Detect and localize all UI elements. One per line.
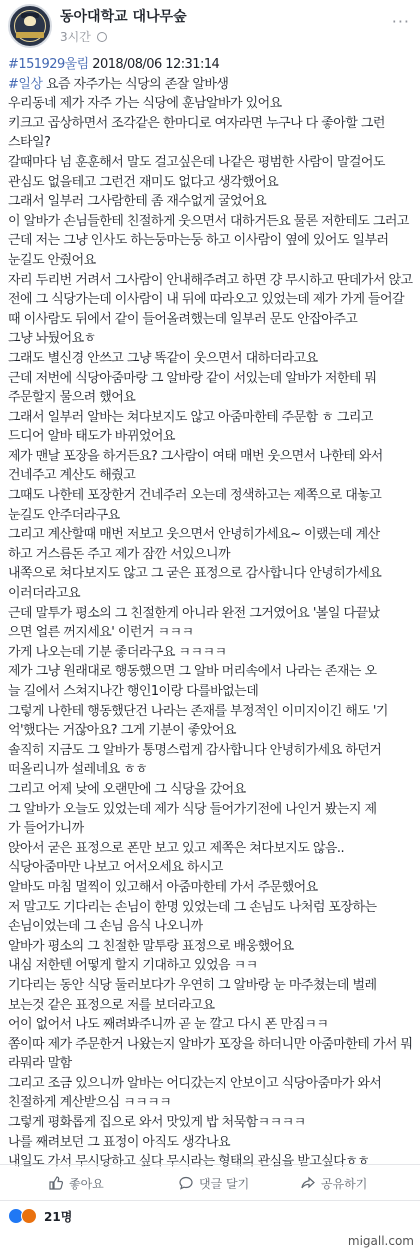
post-line: 알바도 마침 멀찍이 있고해서 아줌마한테 가서 주문했어요 <box>8 879 318 895</box>
post-datetime: 2018/08/06 12:31:14 <box>88 57 220 72</box>
post-line: 제가 맨날 포장을 하거든요? 그사람이 여태 매번 웃으면서 나한테 와서 <box>8 448 383 464</box>
post-line: 내심 저한텐 어떻게 할지 기대하고 있었음 ㅋㅋ <box>8 958 258 974</box>
post-line: 손님이었는데 그 손님 음식 나오니까 <box>8 919 203 935</box>
post-line: 보는것 같은 표정으로 저를 보더라고요 <box>8 997 215 1013</box>
thumbs-up-icon <box>48 1175 64 1191</box>
comment-icon <box>178 1175 194 1191</box>
post-line: 그래서 일부러 알바는 쳐다보지도 않고 아줌마한테 주문함 ㅎ 그리고 <box>8 409 373 425</box>
post-line: 근데 저번에 식당아줌마랑 그 알바랑 같이 서있는데 알바가 저한테 뭐 <box>8 370 377 386</box>
share-icon <box>300 1175 316 1191</box>
comment-label: 댓글 달기 <box>199 1177 250 1191</box>
post-first-line <box>8 55 416 75</box>
post-line: 떠올리니까 설레네요 ㅎㅎ <box>8 762 148 778</box>
post-action-bar <box>0 1164 420 1200</box>
post-header <box>0 0 420 52</box>
more-options-icon[interactable]: ··· <box>391 12 410 31</box>
share-label: 공유하기 <box>321 1177 368 1191</box>
post-line: 식당아줌마만 나보고 어서오세요 하시고 <box>8 860 223 876</box>
globe-icon <box>97 32 107 42</box>
like-button[interactable] <box>48 1175 104 1192</box>
post-line: 스타일? <box>8 135 51 151</box>
post-line: 그렇게 나한테 행동했단건 나라는 존재를 부정적인 이미지이긴 해도 '기 <box>8 703 388 719</box>
post-line: 이 알바가 손님들한테 친절하게 웃으면서 대하거든요 물론 저한테도 그러고 <box>8 213 409 229</box>
post-line: 가게 나오는데 기분 좋더라구요 ㅋㅋㅋㅋ <box>8 644 227 660</box>
post-line: 솔직히 지금도 그 알바가 통명스럽게 감사합니다 안녕히가세요 하던거 <box>8 742 382 758</box>
post-line: 그냥 놔뒀어요ㅎ <box>8 331 96 347</box>
post-number-tag[interactable]: #151929울림 <box>8 57 89 72</box>
post-line: 친절하게 계산받으심 ㅋㅋㅋㅋ <box>8 1095 172 1111</box>
post-text-lines <box>8 75 416 1172</box>
post-line: 눈길도 안줬어요 <box>8 252 96 268</box>
reactions-bar[interactable] <box>0 1200 420 1230</box>
post-line: 알바가 평소의 그 친절한 말투랑 표정으로 배웅했어요 <box>8 938 294 954</box>
post-line: 내일도 가서 무시당하고 싶다 무시라는 형태의 관심을 받고싶다ㅎㅎ <box>8 1154 370 1170</box>
post-line: 억'했다는 거잖아요? 그게 기분이 좋았어요 <box>8 723 236 739</box>
page-name-link[interactable]: 동아대학교 대나무숲 <box>60 9 187 25</box>
post-line: 근데 저는 그냥 인사도 하는둥마는둥 하고 이사람이 옆에 있어도 일부러 <box>8 233 389 249</box>
post-line: 건네주고 계산도 해줬고 <box>8 468 136 484</box>
post-line: 나를 째려보던 그 표정이 아직도 생각나요 <box>8 1134 231 1150</box>
post-line: 근데 말투가 평소의 그 친절한게 아니라 완전 그거였어요 '볼일 다끝났 <box>8 605 380 621</box>
post-line: 주문할지 물으려 했어요 <box>8 390 136 406</box>
post-line: 기다리는 동안 식당 둘러보다가 우연히 그 알바랑 눈 마주쳤는데 벌레 <box>8 977 377 993</box>
post-line: 가 들어가니까 <box>8 821 84 837</box>
post-line: 하고 거스름돈 주고 제가 잠깐 서있으니까 <box>8 546 231 562</box>
post-line: 갈때마다 넘 훈훈해서 말도 걸고싶은데 나같은 평범한 사람이 말걸어도 <box>8 154 385 170</box>
post-line <box>8 75 416 95</box>
post-line: 늘 길에서 스쳐지나간 행인1이랑 다를바없는데 <box>8 684 259 699</box>
post-meta <box>60 28 107 45</box>
post-line: 드디어 알바 태도가 바뀌었어요 <box>8 429 175 445</box>
post-line: 그리고 어제 낮에 오랜만에 그 식당을 갔어요 <box>8 781 246 797</box>
post-line: 앉아서 굳은 표정으로 폰만 보고 있고 제쪽은 쳐다보지도 않음.. <box>8 840 345 856</box>
post-line: 그렇게 평화롭게 집으로 와서 맛있게 밥 처묵함ㅋㅋㅋㅋ <box>8 1115 306 1131</box>
site-watermark: migall.com <box>347 1234 414 1248</box>
post-line: 으면 얼른 꺼지세요' 이런거 ㅋㅋㅋ <box>8 625 194 641</box>
post-line: 그리고 조금 있으니까 알바는 어디갔는지 안보이고 식당아줌마가 와서 <box>8 1075 382 1091</box>
post-line: 우리동네 제가 자주 가는 식당에 훈남알바가 있어요 <box>8 96 282 112</box>
post-body <box>8 55 416 1172</box>
post-line: 저 말고도 기다리는 손님이 한명 있었는데 그 손님도 나처럼 포장하는 <box>8 899 377 915</box>
post-line: 내쪽으로 쳐다보지도 않고 그 굳은 표정으로 감사합니다 안녕히가세요 <box>8 566 382 582</box>
reaction-count: 21명 <box>44 1210 73 1224</box>
like-label: 좋아요 <box>69 1177 104 1191</box>
post-line: 자리 두리번 거려서 그사람이 안내해주려고 하면 걍 무시하고 딴데가서 앉고 <box>8 272 413 288</box>
avatar-face <box>24 16 36 26</box>
post-line: 그래도 별신경 안쓰고 그냥 똑같이 웃으면서 대하더라고요 <box>8 350 318 366</box>
post-line: 눈길도 안주더라구요 <box>8 507 120 523</box>
post-line: 키크고 곱상하면서 조각같은 한마디로 여자라면 누구나 다 좋아할 그런 <box>8 115 385 131</box>
comment-button[interactable] <box>178 1175 249 1192</box>
post-line: 그 알바가 오늘도 있었는데 제가 식당 들어가기전에 나인거 봤는지 제 <box>8 801 377 817</box>
post-line: 그래서 일부러 그사람한테 좀 재수없게 굴었어요 <box>8 194 267 210</box>
post-line: 이러더라고요 <box>8 586 81 602</box>
post-line: 관심도 없을테고 그런건 재미도 없다고 생각했어요 <box>8 174 279 190</box>
post-line: 제가 그냥 원래대로 행동했으면 그 알바 머리속에서 나라는 존재는 오 <box>8 664 377 680</box>
post-line: 쫌이따 제가 주문한거 나왔는지 알바가 포장을 하더니만 아줌마한테 가서 뭐라뭐라 말함 <box>8 1036 413 1072</box>
share-button[interactable] <box>300 1175 367 1192</box>
post-line: 그리고 계산할때 매번 저보고 웃으면서 안녕히가세요~ 이랬는데 계산 <box>8 527 380 543</box>
hashtag-link[interactable]: #일상 <box>8 76 43 92</box>
avatar-band <box>16 32 44 38</box>
post-time[interactable]: 3시간 <box>60 30 91 44</box>
post-line-text: 요즘 자주가는 식당의 존잘 알바생 <box>42 76 229 92</box>
page-avatar[interactable] <box>8 4 52 48</box>
post-line: 전에 그 식당가는데 이사람이 내 뒤에 따라오고 있었는데 제가 가게 들어갈때 이사람도 뒤에서 같이 들어올려했는데 일부러 문도 안잡아주고 <box>8 292 405 327</box>
post-line: 그때도 나한테 포장한거 건네주러 오는데 정색하고는 제쪽으로 대놓고 <box>8 488 382 504</box>
post-line: 어이 없어서 나도 째려봐주니까 곧 눈 깔고 다시 폰 만짐ㅋㅋ <box>8 1017 329 1033</box>
angry-reaction-icon <box>21 1208 37 1224</box>
